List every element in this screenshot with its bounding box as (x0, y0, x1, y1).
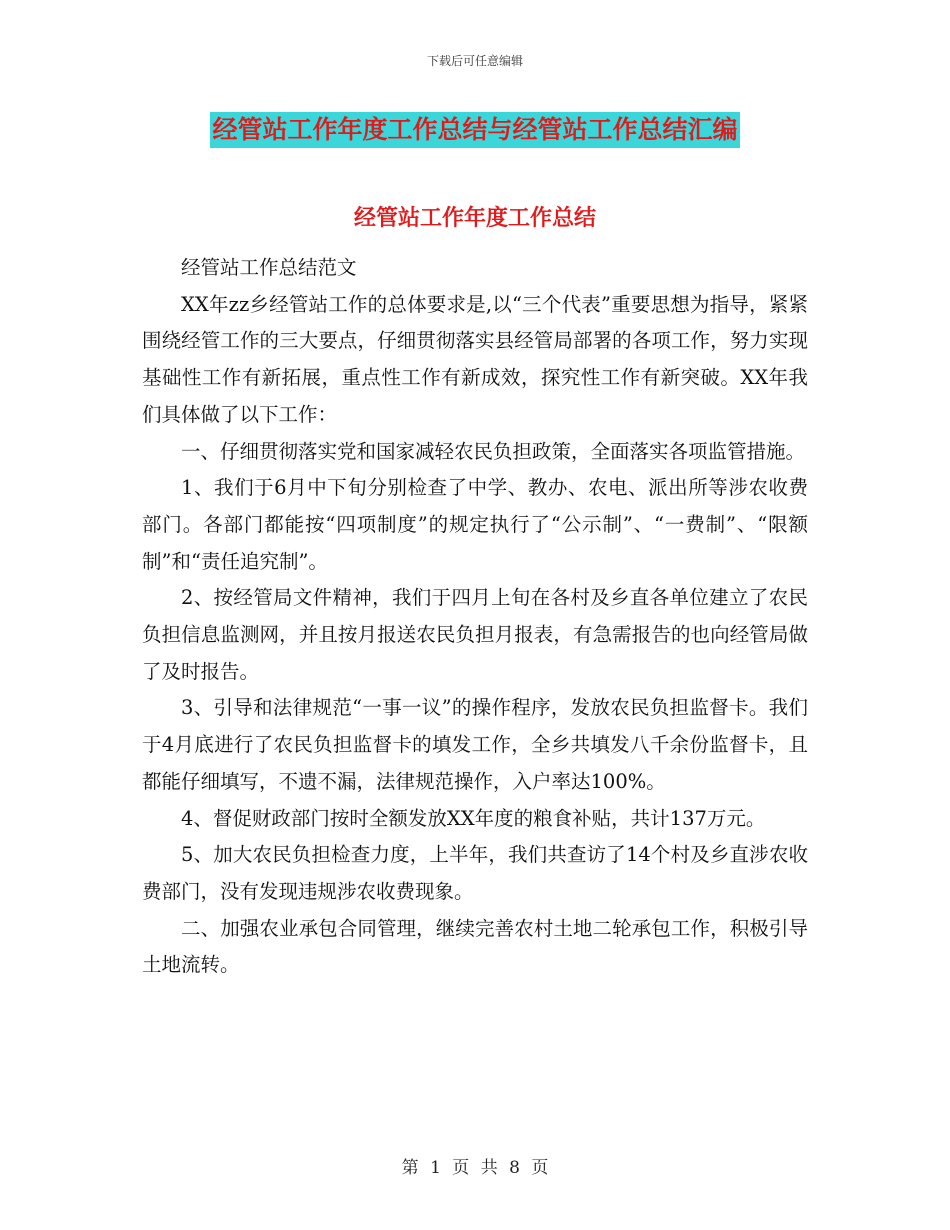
main-title-wrapper (0, 112, 950, 148)
header-note: 下载后可任意编辑 (426, 54, 523, 68)
paragraph: 二、加强农业承包合同管理，继续完善农村土地二轮承包工作，积极引导土地流转。 (142, 916, 808, 977)
section-title: 经管站工作年度工作总结 (353, 205, 596, 231)
paragraph: 4、督促财政部门按时全额发放XX年度的粮食补贴，共计137万元。 (181, 806, 766, 830)
page-number: 第 1 页 共 8 页 (401, 1158, 549, 1178)
paragraph: 5、加大农民负担检查力度，上半年，我们共查访了14个村及乡直涉农收费部门，没有发现违规涉农收费现象。 (142, 843, 808, 903)
main-title: 经管站工作年度工作总结与经管站工作总结汇编 (210, 112, 739, 148)
paragraph: 2、按经管局文件精神，我们于四月上旬在各村及乡直各单位建立了农民负担信息监测网，并且按月报送农民负担月报表，有急需报告的也向经管局做了及时报告。 (142, 586, 808, 683)
paragraph: XX年zz乡经管站工作的总体要求是,以“三个代表”重要思想为指导，紧紧围绕经管工作的三大要点，仔细贯彻落实县经管局部署的各项工作，努力实现基础性工作有新拓展，重点性工作有新成效，探究性工作有新突破。XX年我们具体做了以下工作： (142, 292, 808, 426)
paragraph: 一、仔细贯彻落实党和国家减轻农民负担政策，全面落实各项监管措施。 (181, 439, 806, 463)
paragraph: 3、引导和法律规范“一事一议”的操作程序，发放农民负担监督卡。我们于4月底进行了农民负担监督卡的填发工作，全乡共填发八千余份监督卡，且都能仔细填写，不遗不漏，法律规范操作，入户率达100%。 (142, 696, 808, 793)
paragraph: 经管站工作总结范文 (181, 256, 357, 279)
body-text (142, 250, 808, 984)
paragraph: 1、我们于6月中下旬分别检查了中学、教办、农电、派出所等涉农收费部门。各部门都能按“四项制度”的规定执行了“公示制”、“一费制”、“限额制”和“责任追究制”。 (142, 476, 808, 573)
